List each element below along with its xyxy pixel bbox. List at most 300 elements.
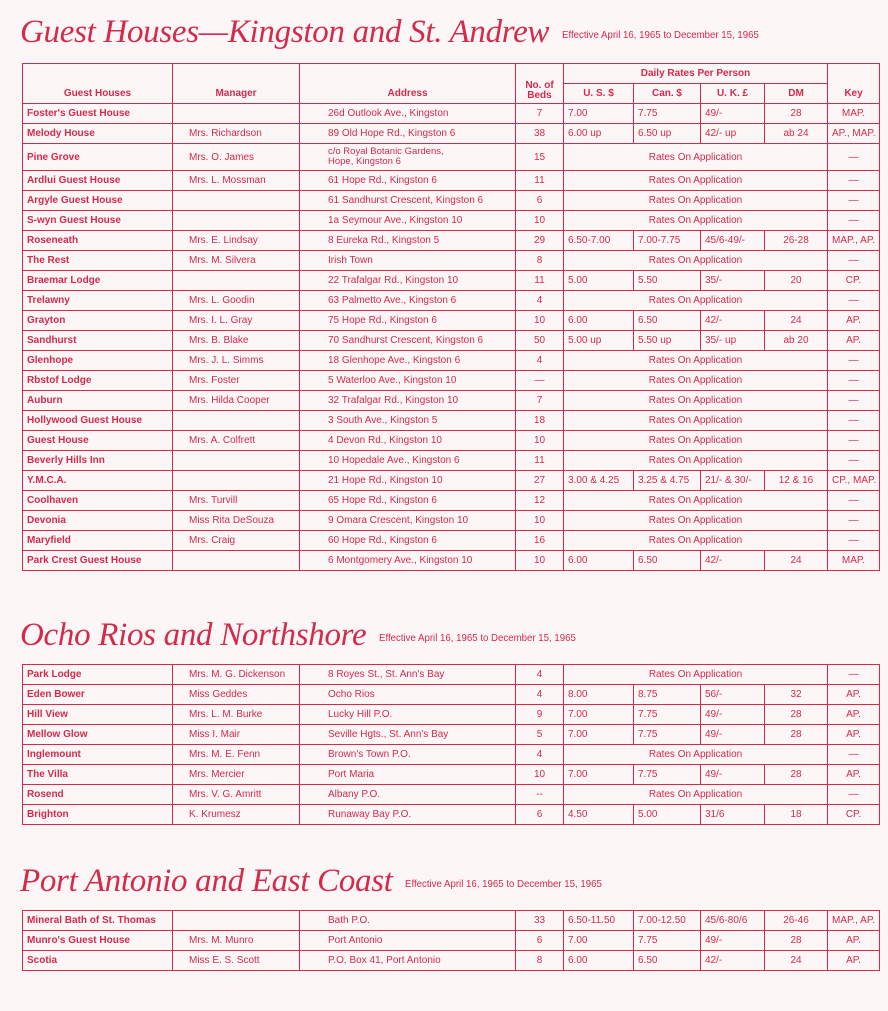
table-row bbox=[23, 491, 880, 511]
beds-cell: 10 bbox=[516, 511, 564, 531]
key-cell: CP., MAP. bbox=[828, 471, 880, 491]
rates-on-application: Rates On Application bbox=[564, 371, 828, 391]
table-row bbox=[23, 144, 880, 171]
rates-on-application: Rates On Application bbox=[564, 291, 828, 311]
key-cell: — bbox=[828, 171, 880, 191]
rate-us: 7.00 bbox=[564, 725, 634, 745]
address-cell: Brown's Town P.O. bbox=[300, 745, 516, 765]
address-cell: 61 Sandhurst Crescent, Kingston 6 bbox=[300, 191, 516, 211]
beds-cell: 18 bbox=[516, 411, 564, 431]
beds-cell: 6 bbox=[516, 931, 564, 951]
beds-cell: 4 bbox=[516, 665, 564, 685]
guest-house-name: Munro's Guest House bbox=[23, 931, 173, 951]
guest-house-name: Guest House bbox=[23, 431, 173, 451]
address-cell: 32 Trafalgar Rd., Kingston 10 bbox=[300, 391, 516, 411]
address-cell: 89 Old Hope Rd., Kingston 6 bbox=[300, 124, 516, 144]
manager-cell bbox=[173, 551, 300, 571]
table-row bbox=[23, 911, 880, 931]
guest-house-name: Brighton bbox=[23, 805, 173, 825]
address-cell: 4 Devon Rd., Kingston 10 bbox=[300, 431, 516, 451]
rate-can: 5.50 up bbox=[634, 331, 701, 351]
key-cell: AP. bbox=[828, 685, 880, 705]
rates-on-application: Rates On Application bbox=[564, 531, 828, 551]
address-cell bbox=[300, 144, 516, 171]
section-title-port-antonio bbox=[20, 863, 619, 900]
address-cell: Lucky Hill P.O. bbox=[300, 705, 516, 725]
rates-on-application: Rates On Application bbox=[564, 191, 828, 211]
kingston-table bbox=[22, 63, 880, 571]
col-header-address: Address bbox=[300, 64, 516, 104]
guest-house-name: Inglemount bbox=[23, 745, 173, 765]
address-cell: 21 Hope Rd., Kingston 10 bbox=[300, 471, 516, 491]
rate-dm: 12 & 16 bbox=[765, 471, 828, 491]
rate-us: 6.00 bbox=[564, 551, 634, 571]
rates-on-application: Rates On Application bbox=[564, 511, 828, 531]
beds-cell: 27 bbox=[516, 471, 564, 491]
rate-dm: 28 bbox=[765, 765, 828, 785]
manager-cell: K. Krumesz bbox=[173, 805, 300, 825]
rate-can: 7.00-7.75 bbox=[634, 231, 701, 251]
key-cell: — bbox=[828, 665, 880, 685]
key-cell: AP. bbox=[828, 705, 880, 725]
guest-house-name: Braemar Lodge bbox=[23, 271, 173, 291]
guest-house-name: Argyle Guest House bbox=[23, 191, 173, 211]
address-cell: 70 Sandhurst Crescent, Kingston 6 bbox=[300, 331, 516, 351]
rate-dm: ab 24 bbox=[765, 124, 828, 144]
beds-cell: 6 bbox=[516, 191, 564, 211]
rate-uk: 42/- bbox=[701, 551, 765, 571]
address-cell: Port Maria bbox=[300, 765, 516, 785]
guest-house-name: Hill View bbox=[23, 705, 173, 725]
beds-cell: 5 bbox=[516, 725, 564, 745]
manager-cell: Mrs. O. James bbox=[173, 144, 300, 171]
rate-us: 6.00 bbox=[564, 951, 634, 971]
rate-us: 7.00 bbox=[564, 765, 634, 785]
col-header-dm: DM bbox=[765, 84, 828, 104]
beds-cell: 4 bbox=[516, 685, 564, 705]
rate-us: 3.00 & 4.25 bbox=[564, 471, 634, 491]
key-cell: MAP., AP. bbox=[828, 911, 880, 931]
address-cell: 26d Outlook Ave., Kingston bbox=[300, 104, 516, 124]
beds-cell: -- bbox=[516, 785, 564, 805]
table-row bbox=[23, 391, 880, 411]
address-cell: 63 Palmetto Ave., Kingston 6 bbox=[300, 291, 516, 311]
table-row bbox=[23, 291, 880, 311]
effective-dates: Effective April 16, 1965 to December 15, 1965 bbox=[378, 632, 576, 644]
port-antonio-table bbox=[22, 910, 880, 971]
address-cell: 22 Trafalgar Rd., Kingston 10 bbox=[300, 271, 516, 291]
address-line: c/o Royal Botanic Gardens, bbox=[328, 146, 444, 157]
beds-cell: 7 bbox=[516, 104, 564, 124]
table-row bbox=[23, 311, 880, 331]
address-cell: 1a Seymour Ave., Kingston 10 bbox=[300, 211, 516, 231]
rate-uk: 42/- up bbox=[701, 124, 765, 144]
col-header-can: Can. $ bbox=[634, 84, 701, 104]
rate-us: 6.00 up bbox=[564, 124, 634, 144]
key-cell: — bbox=[828, 211, 880, 231]
beds-cell: 12 bbox=[516, 491, 564, 511]
key-cell: MAP. bbox=[828, 104, 880, 124]
table-row bbox=[23, 551, 880, 571]
rate-can: 6.50 bbox=[634, 551, 701, 571]
rates-on-application: Rates On Application bbox=[564, 351, 828, 371]
beds-cell: 10 bbox=[516, 551, 564, 571]
manager-cell: Mrs. M. G. Dickenson bbox=[173, 665, 300, 685]
rate-dm: 28 bbox=[765, 725, 828, 745]
key-cell: AP. bbox=[828, 931, 880, 951]
guest-house-name: Roseneath bbox=[23, 231, 173, 251]
address-cell: 8 Royes St., St. Ann's Bay bbox=[300, 665, 516, 685]
rate-uk: 21/- & 30/- bbox=[701, 471, 765, 491]
address-cell: 6 Montgomery Ave., Kingston 10 bbox=[300, 551, 516, 571]
key-cell: AP. bbox=[828, 951, 880, 971]
key-cell: — bbox=[828, 191, 880, 211]
key-cell: CP. bbox=[828, 271, 880, 291]
guest-house-name: Trelawny bbox=[23, 291, 173, 311]
col-header-us: U. S. $ bbox=[564, 84, 634, 104]
rate-us: 8.00 bbox=[564, 685, 634, 705]
manager-cell: Miss Geddes bbox=[173, 685, 300, 705]
rate-can: 7.75 bbox=[634, 104, 701, 124]
manager-cell: Mrs. L. M. Burke bbox=[173, 705, 300, 725]
beds-cell: 29 bbox=[516, 231, 564, 251]
guest-house-name: Scotia bbox=[23, 951, 173, 971]
beds-cell: 8 bbox=[516, 251, 564, 271]
col-header-guest-houses: Guest Houses bbox=[23, 64, 173, 104]
guest-house-name: Park Lodge bbox=[23, 665, 173, 685]
ocho-rios-table bbox=[22, 664, 880, 825]
table-row bbox=[23, 745, 880, 765]
manager-cell: Mrs. M. E. Fenn bbox=[173, 745, 300, 765]
guest-house-name: Grayton bbox=[23, 311, 173, 331]
rate-dm: 26-28 bbox=[765, 231, 828, 251]
table-row bbox=[23, 104, 880, 124]
manager-cell: Mrs. B. Blake bbox=[173, 331, 300, 351]
table-row bbox=[23, 725, 880, 745]
rate-can: 7.75 bbox=[634, 931, 701, 951]
guest-house-name: Rbstof Lodge bbox=[23, 371, 173, 391]
rate-uk: 35/- up bbox=[701, 331, 765, 351]
beds-cell: 11 bbox=[516, 171, 564, 191]
key-cell: — bbox=[828, 511, 880, 531]
rates-on-application: Rates On Application bbox=[564, 211, 828, 231]
guest-house-name: Pine Grove bbox=[23, 144, 173, 171]
table-row bbox=[23, 685, 880, 705]
beds-cell: 10 bbox=[516, 311, 564, 331]
guest-house-name: The Villa bbox=[23, 765, 173, 785]
table-row bbox=[23, 705, 880, 725]
key-cell: — bbox=[828, 251, 880, 271]
manager-cell: Mrs. M. Silvera bbox=[173, 251, 300, 271]
rate-uk: 42/- bbox=[701, 951, 765, 971]
table-row bbox=[23, 124, 880, 144]
rate-us: 6.50-7.00 bbox=[564, 231, 634, 251]
table-row bbox=[23, 805, 880, 825]
key-cell: AP. bbox=[828, 765, 880, 785]
table-row bbox=[23, 271, 880, 291]
rate-uk: 31/6 bbox=[701, 805, 765, 825]
section-title-ocho-rios bbox=[20, 617, 593, 654]
rate-us: 6.00 bbox=[564, 311, 634, 331]
rate-uk: 49/- bbox=[701, 104, 765, 124]
table-row bbox=[23, 931, 880, 951]
address-cell: 18 Glenhope Ave., Kingston 6 bbox=[300, 351, 516, 371]
beds-cell: 6 bbox=[516, 805, 564, 825]
manager-cell: Mrs. Foster bbox=[173, 371, 300, 391]
manager-cell: Mrs. Mercier bbox=[173, 765, 300, 785]
rate-can: 5.50 bbox=[634, 271, 701, 291]
guest-house-name: Maryfield bbox=[23, 531, 173, 551]
rates-on-application: Rates On Application bbox=[564, 665, 828, 685]
guest-house-name: Park Crest Guest House bbox=[23, 551, 173, 571]
key-cell: — bbox=[828, 491, 880, 511]
rate-us: 5.00 up bbox=[564, 331, 634, 351]
key-cell: — bbox=[828, 745, 880, 765]
table-row bbox=[23, 231, 880, 251]
guest-house-name: The Rest bbox=[23, 251, 173, 271]
beds-cell: 4 bbox=[516, 291, 564, 311]
table-row bbox=[23, 765, 880, 785]
rate-can: 7.75 bbox=[634, 765, 701, 785]
guest-house-name: Foster's Guest House bbox=[23, 104, 173, 124]
rate-uk: 42/- bbox=[701, 311, 765, 331]
table-row bbox=[23, 511, 880, 531]
rates-on-application: Rates On Application bbox=[564, 785, 828, 805]
rate-can: 7.00-12.50 bbox=[634, 911, 701, 931]
col-header-beds: No. of Beds bbox=[516, 64, 564, 104]
beds-cell: 11 bbox=[516, 451, 564, 471]
rate-dm: 32 bbox=[765, 685, 828, 705]
key-cell: — bbox=[828, 531, 880, 551]
rate-dm: 24 bbox=[765, 311, 828, 331]
rate-us: 7.00 bbox=[564, 931, 634, 951]
rate-dm: 28 bbox=[765, 931, 828, 951]
table-row bbox=[23, 331, 880, 351]
rate-can: 7.75 bbox=[634, 725, 701, 745]
address-cell: Ocho Rios bbox=[300, 685, 516, 705]
guest-house-name: Rosend bbox=[23, 785, 173, 805]
manager-cell bbox=[173, 411, 300, 431]
table-row bbox=[23, 431, 880, 451]
beds-cell: 33 bbox=[516, 911, 564, 931]
rate-uk: 45/6-80/6 bbox=[701, 911, 765, 931]
rates-on-application: Rates On Application bbox=[564, 431, 828, 451]
guest-house-name: Mineral Bath of St. Thomas bbox=[23, 911, 173, 931]
beds-cell: 10 bbox=[516, 765, 564, 785]
table-row bbox=[23, 411, 880, 431]
beds-cell: 7 bbox=[516, 391, 564, 411]
table-row bbox=[23, 371, 880, 391]
key-cell: — bbox=[828, 351, 880, 371]
table-row bbox=[23, 471, 880, 491]
rate-us: 7.00 bbox=[564, 705, 634, 725]
rate-can: 5.00 bbox=[634, 805, 701, 825]
address-cell: 65 Hope Rd., Kingston 6 bbox=[300, 491, 516, 511]
rate-can: 6.50 up bbox=[634, 124, 701, 144]
section-title-kingston bbox=[20, 14, 776, 51]
section-heading: Guest Houses—Kingston and St. Andrew bbox=[20, 14, 550, 50]
col-header-daily-rates: Daily Rates Per Person bbox=[564, 64, 828, 84]
rate-uk: 49/- bbox=[701, 705, 765, 725]
rates-on-application: Rates On Application bbox=[564, 171, 828, 191]
address-cell: Seville Hgts., St. Ann's Bay bbox=[300, 725, 516, 745]
table-row bbox=[23, 211, 880, 231]
address-cell: 8 Eureka Rd., Kingston 5 bbox=[300, 231, 516, 251]
beds-cell: 10 bbox=[516, 431, 564, 451]
manager-cell bbox=[173, 451, 300, 471]
rate-dm: 26-46 bbox=[765, 911, 828, 931]
guest-house-name: Auburn bbox=[23, 391, 173, 411]
manager-cell: Mrs. L. Mossman bbox=[173, 171, 300, 191]
manager-cell bbox=[173, 211, 300, 231]
manager-cell: Mrs. J. L. Simms bbox=[173, 351, 300, 371]
rate-dm: 28 bbox=[765, 104, 828, 124]
guest-house-name: Hollywood Guest House bbox=[23, 411, 173, 431]
key-cell: — bbox=[828, 391, 880, 411]
key-cell: — bbox=[828, 371, 880, 391]
rate-uk: 35/- bbox=[701, 271, 765, 291]
manager-cell bbox=[173, 911, 300, 931]
manager-cell: Mrs. Hilda Cooper bbox=[173, 391, 300, 411]
key-cell: MAP., AP. bbox=[828, 231, 880, 251]
manager-cell: Mrs. Richardson bbox=[173, 124, 300, 144]
manager-cell: Mrs. M. Munro bbox=[173, 931, 300, 951]
key-cell: AP. bbox=[828, 311, 880, 331]
rate-dm: 24 bbox=[765, 551, 828, 571]
guest-house-name: Melody House bbox=[23, 124, 173, 144]
guest-house-name: Coolhaven bbox=[23, 491, 173, 511]
rate-us: 6.50-11.50 bbox=[564, 911, 634, 931]
address-cell: 9 Omara Crescent, Kingston 10 bbox=[300, 511, 516, 531]
guest-house-name: S-wyn Guest House bbox=[23, 211, 173, 231]
manager-cell bbox=[173, 471, 300, 491]
rate-uk: 49/- bbox=[701, 931, 765, 951]
beds-cell: 16 bbox=[516, 531, 564, 551]
address-cell: 10 Hopedale Ave., Kingston 6 bbox=[300, 451, 516, 471]
rate-dm: 28 bbox=[765, 705, 828, 725]
key-cell: — bbox=[828, 451, 880, 471]
table-row bbox=[23, 531, 880, 551]
beds-cell: 10 bbox=[516, 211, 564, 231]
guest-house-name: Mellow Glow bbox=[23, 725, 173, 745]
effective-dates: Effective April 16, 1965 to December 15, 1965 bbox=[561, 29, 759, 41]
manager-cell: Miss I. Mair bbox=[173, 725, 300, 745]
rate-can: 7.75 bbox=[634, 705, 701, 725]
beds-cell: 9 bbox=[516, 705, 564, 725]
key-cell: MAP. bbox=[828, 551, 880, 571]
rates-on-application: Rates On Application bbox=[564, 745, 828, 765]
rate-uk: 45/6-49/- bbox=[701, 231, 765, 251]
rate-us: 5.00 bbox=[564, 271, 634, 291]
manager-cell: Miss E. S. Scott bbox=[173, 951, 300, 971]
guest-house-name: Y.M.C.A. bbox=[23, 471, 173, 491]
rate-uk: 56/- bbox=[701, 685, 765, 705]
table-row bbox=[23, 191, 880, 211]
rates-on-application: Rates On Application bbox=[564, 411, 828, 431]
address-cell: Irish Town bbox=[300, 251, 516, 271]
guest-house-name: Sandhurst bbox=[23, 331, 173, 351]
guest-house-name: Eden Bower bbox=[23, 685, 173, 705]
guest-house-name: Ardlui Guest House bbox=[23, 171, 173, 191]
table-row bbox=[23, 351, 880, 371]
rate-dm: 20 bbox=[765, 271, 828, 291]
rate-can: 6.50 bbox=[634, 311, 701, 331]
address-cell: 3 South Ave., Kingston 5 bbox=[300, 411, 516, 431]
key-cell: — bbox=[828, 431, 880, 451]
guest-house-name: Devonia bbox=[23, 511, 173, 531]
manager-cell bbox=[173, 271, 300, 291]
key-cell: AP. bbox=[828, 725, 880, 745]
rates-on-application: Rates On Application bbox=[564, 491, 828, 511]
guest-house-name: Glenhope bbox=[23, 351, 173, 371]
rate-dm: ab 20 bbox=[765, 331, 828, 351]
rate-uk: 49/- bbox=[701, 765, 765, 785]
rate-us: 4.50 bbox=[564, 805, 634, 825]
rate-can: 8.75 bbox=[634, 685, 701, 705]
address-line: Hope, Kingston 6 bbox=[328, 156, 401, 167]
table-row bbox=[23, 451, 880, 471]
manager-cell: Mrs. L. Goodin bbox=[173, 291, 300, 311]
rates-on-application: Rates On Application bbox=[564, 391, 828, 411]
manager-cell: Mrs. I. L. Gray bbox=[173, 311, 300, 331]
manager-cell: Mrs. E. Lindsay bbox=[173, 231, 300, 251]
address-cell: 60 Hope Rd., Kingston 6 bbox=[300, 531, 516, 551]
section-heading: Ocho Rios and Northshore bbox=[20, 617, 367, 653]
col-header-manager: Manager bbox=[173, 64, 300, 104]
manager-cell: Mrs. A. Colfrett bbox=[173, 431, 300, 451]
rate-dm: 18 bbox=[765, 805, 828, 825]
address-cell: 75 Hope Rd., Kingston 6 bbox=[300, 311, 516, 331]
address-cell: P.O. Box 41, Port Antonio bbox=[300, 951, 516, 971]
address-cell: 61 Hope Rd., Kingston 6 bbox=[300, 171, 516, 191]
guest-house-name: Beverly Hills Inn bbox=[23, 451, 173, 471]
table-row bbox=[23, 785, 880, 805]
table-row bbox=[23, 951, 880, 971]
beds-cell: 38 bbox=[516, 124, 564, 144]
rate-can: 6.50 bbox=[634, 951, 701, 971]
rate-us: 7.00 bbox=[564, 104, 634, 124]
key-cell: — bbox=[828, 144, 880, 171]
beds-cell: 4 bbox=[516, 351, 564, 371]
section-heading: Port Antonio and East Coast bbox=[20, 863, 393, 899]
beds-cell: 11 bbox=[516, 271, 564, 291]
beds-cell: 8 bbox=[516, 951, 564, 971]
key-cell: CP. bbox=[828, 805, 880, 825]
rates-on-application: Rates On Application bbox=[564, 451, 828, 471]
col-header-uk: U. K. £ bbox=[701, 84, 765, 104]
key-cell: — bbox=[828, 291, 880, 311]
address-cell: Port Antonio bbox=[300, 931, 516, 951]
address-cell: Runaway Bay P.O. bbox=[300, 805, 516, 825]
manager-cell bbox=[173, 191, 300, 211]
beds-cell: 50 bbox=[516, 331, 564, 351]
manager-cell: Miss Rita DeSouza bbox=[173, 511, 300, 531]
beds-cell: 15 bbox=[516, 144, 564, 171]
beds-cell: 4 bbox=[516, 745, 564, 765]
manager-cell bbox=[173, 104, 300, 124]
table-row bbox=[23, 251, 880, 271]
rate-dm: 24 bbox=[765, 951, 828, 971]
key-cell: AP. bbox=[828, 331, 880, 351]
effective-dates: Effective April 16, 1965 to December 15, 1965 bbox=[405, 878, 603, 890]
rate-can: 3.25 & 4.75 bbox=[634, 471, 701, 491]
address-cell: 5 Waterloo Ave., Kingston 10 bbox=[300, 371, 516, 391]
col-header-key: Key bbox=[828, 64, 880, 104]
rate-uk: 49/- bbox=[701, 725, 765, 745]
rates-on-application: Rates On Application bbox=[564, 144, 828, 171]
manager-cell: Mrs. V. G. Amritt bbox=[173, 785, 300, 805]
table-row bbox=[23, 665, 880, 685]
